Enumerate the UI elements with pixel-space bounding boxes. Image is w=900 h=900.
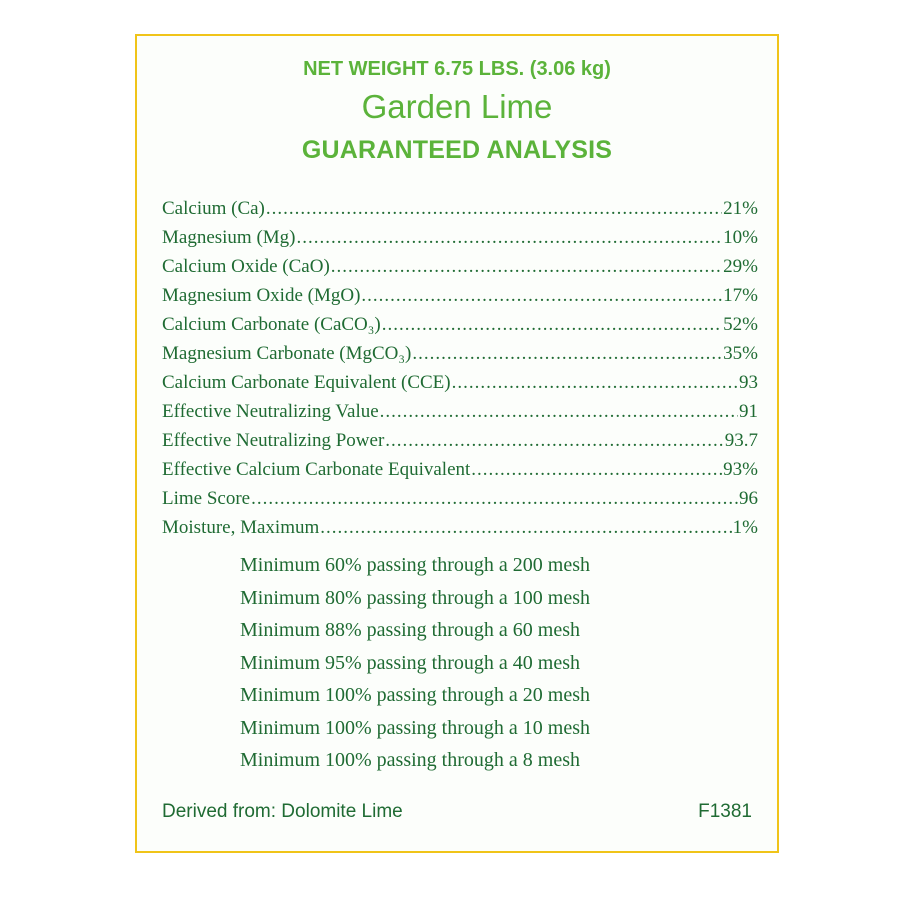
analysis-row [162, 314, 758, 343]
mesh-spec-line: Minimum 100% passing through a 10 mesh [240, 716, 590, 739]
analysis-value: 1% [732, 517, 758, 538]
analysis-value: 93 [739, 372, 758, 393]
product-label-panel [135, 34, 779, 853]
analysis-row [162, 459, 758, 488]
guaranteed-analysis-heading: GUARANTEED ANALYSIS [301, 136, 613, 164]
analysis-row [162, 343, 758, 372]
analysis-value: 91 [739, 401, 758, 422]
net-weight-heading: NET WEIGHT 6.75 LBS. (3.06 kg) [303, 58, 611, 80]
dot-leader [266, 198, 722, 220]
mesh-spec-line: Minimum 80% passing through a 100 mesh [240, 586, 590, 609]
mesh-specification-list [240, 554, 590, 782]
dot-leader [382, 314, 722, 336]
analysis-row [162, 285, 758, 314]
analysis-value: 35% [723, 343, 758, 364]
analysis-row [162, 517, 758, 546]
derived-from-text: Derived from: Dolomite Lime [162, 801, 403, 822]
analysis-name: Lime Score [162, 488, 251, 509]
product-code: F1381 [698, 801, 752, 822]
mesh-spec-line: Minimum 60% passing through a 200 mesh [240, 554, 590, 576]
analysis-name: Moisture, Maximum [162, 517, 320, 538]
dot-leader [385, 430, 723, 452]
dot-leader [331, 256, 722, 278]
dot-leader [412, 343, 722, 365]
analysis-row [162, 488, 758, 517]
analysis-name: Magnesium Carbonate (MgCO₃) [162, 343, 412, 364]
analysis-name: Calcium (Ca) [162, 198, 265, 219]
analysis-row [162, 198, 758, 227]
analysis-name: Effective Calcium Carbonate Equivalent [162, 459, 471, 480]
analysis-list [162, 198, 758, 546]
analysis-value: 52% [723, 314, 758, 335]
analysis-row [162, 401, 758, 430]
analysis-value: 10% [723, 227, 758, 248]
dot-leader [320, 517, 731, 539]
analysis-name: Calcium Oxide (CaO) [162, 256, 330, 277]
analysis-name: Effective Neutralizing Power [162, 430, 385, 451]
mesh-spec-line: Minimum 88% passing through a 60 mesh [240, 619, 580, 641]
analysis-value: 21% [723, 198, 758, 219]
analysis-name: Calcium Carbonate (CaCO₃) [162, 314, 381, 335]
analysis-name: Magnesium Oxide (MgO) [162, 285, 361, 306]
analysis-row [162, 227, 758, 256]
dot-leader [380, 401, 738, 423]
analysis-value: 96 [739, 488, 758, 509]
analysis-name: Effective Neutralizing Value [162, 401, 379, 422]
analysis-name: Magnesium (Mg) [162, 227, 296, 248]
dot-leader [471, 459, 722, 481]
dot-leader [361, 285, 722, 307]
dot-leader [251, 488, 738, 510]
dot-leader [297, 227, 723, 249]
analysis-name: Calcium Carbonate Equivalent (CCE) [162, 372, 451, 393]
mesh-spec-line: Minimum 95% passing through a 40 mesh [240, 651, 580, 674]
analysis-value: 29% [723, 256, 758, 277]
analysis-value: 93.7 [724, 430, 758, 451]
dot-leader [452, 372, 738, 394]
analysis-row [162, 256, 758, 285]
mesh-spec-line: Minimum 100% passing through a 20 mesh [240, 684, 590, 706]
analysis-row [162, 430, 758, 459]
mesh-spec-line: Minimum 100% passing through a 8 mesh [240, 749, 580, 771]
product-name-title: Garden Lime [361, 88, 553, 125]
analysis-value: 93% [723, 459, 758, 480]
analysis-row [162, 372, 758, 401]
analysis-value: 17% [723, 285, 758, 306]
